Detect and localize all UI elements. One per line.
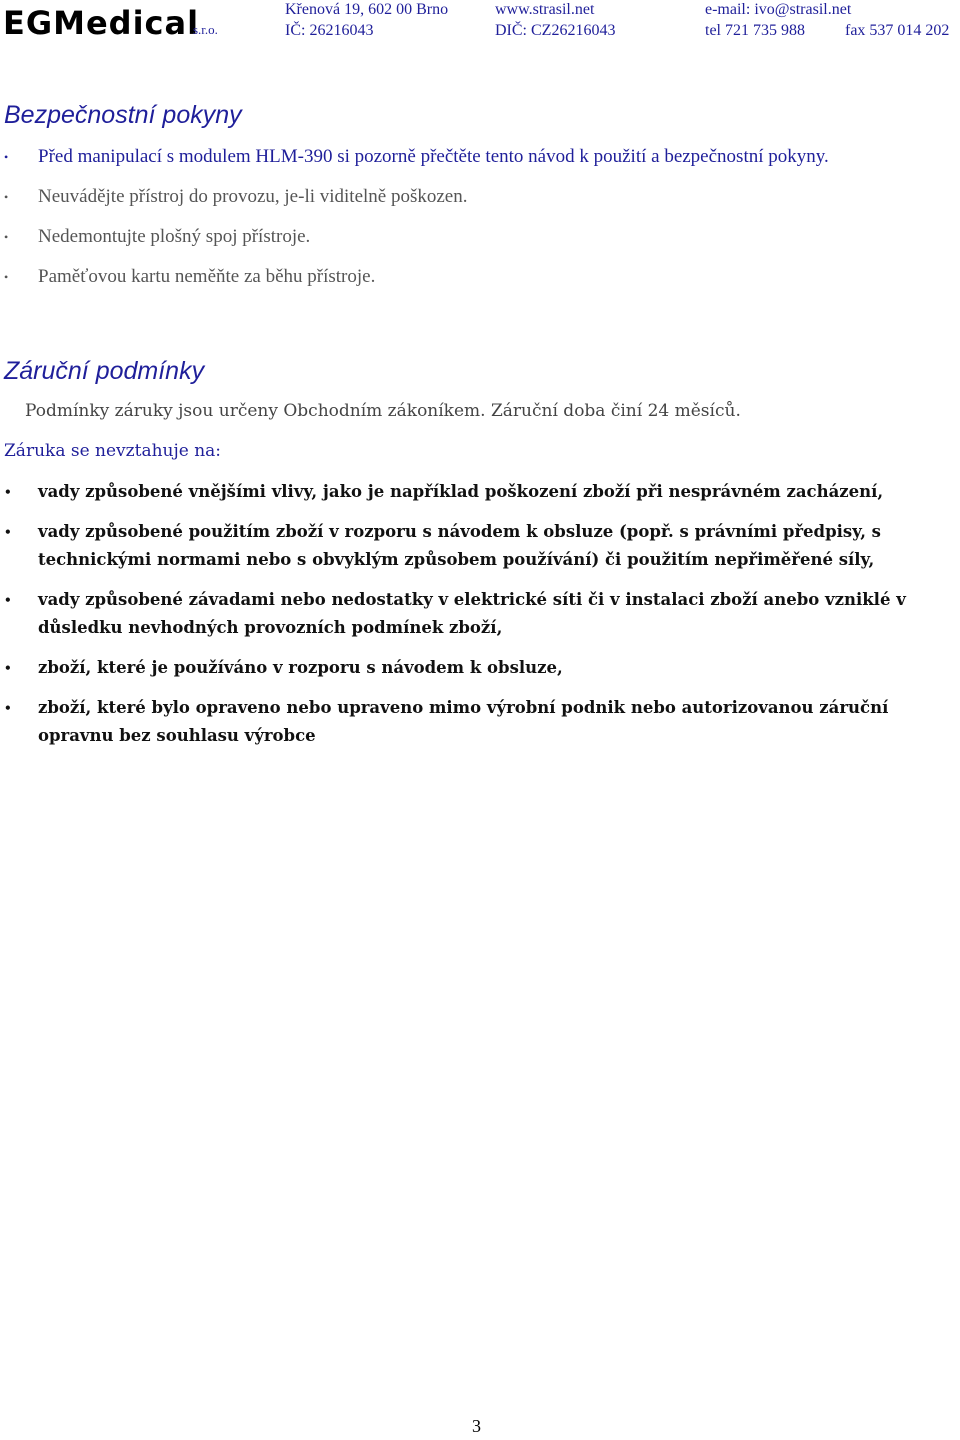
- company-logo: EGMedical: [3, 4, 200, 42]
- safety-list: [0, 143, 945, 303]
- letterhead: [0, 0, 960, 46]
- list-item: • vady způsobené závadami nebo nedostatky v elektrické síti či v instalaci zboží anebo vzniklé v důsledku nevhodných provozních podmínek zboží,: [0, 586, 935, 642]
- list-item: • zboží, které je používáno v rozporu s návodem k obsluze,: [0, 654, 935, 682]
- company-phone: tel 721 735 988: [705, 22, 805, 39]
- list-item: • vady způsobené vnějšími vlivy, jako je například poškození zboží při nesprávném zacházení,: [0, 478, 935, 506]
- warranty-exclusions-list: [0, 478, 935, 762]
- page-number: 3: [472, 1416, 481, 1436]
- company-email: e-mail: ivo@strasil.net: [705, 1, 852, 18]
- list-item: • Neuvádějte přístroj do provozu, je-li viditelně poškozen.: [0, 183, 945, 211]
- company-fax: fax 537 014 202: [845, 22, 950, 39]
- warranty-intro: Podmínky záruky jsou určeny Obchodním zákoníkem. Záruční doba činí 24 měsíců.: [25, 401, 741, 421]
- list-item: • Před manipulací s modulem HLM-390 si pozorně přečtěte tento návod k použití a bezpečnostní pokyny.: [0, 143, 945, 171]
- warranty-exclusions-lead: Záruka se nevztahuje na:: [4, 441, 222, 461]
- list-item: • Paměťovou kartu neměňte za běhu přístroje.: [0, 263, 945, 291]
- company-legal-form: s.r.o.: [193, 22, 218, 37]
- company-website: www.strasil.net: [495, 1, 595, 18]
- company-ic: IČ: 26216043: [285, 22, 374, 39]
- warranty-heading: Záruční podmínky: [4, 357, 205, 385]
- company-dic: DIČ: CZ26216043: [495, 22, 616, 39]
- company-address: Křenová 19, 602 00 Brno: [285, 1, 449, 18]
- list-item: • Nedemontujte plošný spoj přístroje.: [0, 223, 945, 251]
- list-item: • vady způsobené použitím zboží v rozporu s návodem k obsluze (popř. s právními předpisy, s technickými normami nebo s obvyklým způsobem používání) či použitím nepřiměřené síly,: [0, 518, 935, 574]
- safety-heading: Bezpečnostní pokyny: [4, 101, 242, 129]
- list-item: • zboží, které bylo opraveno nebo upraveno mimo výrobní podnik nebo autorizovanou záruční opravnu bez souhlasu výrobce: [0, 694, 935, 750]
